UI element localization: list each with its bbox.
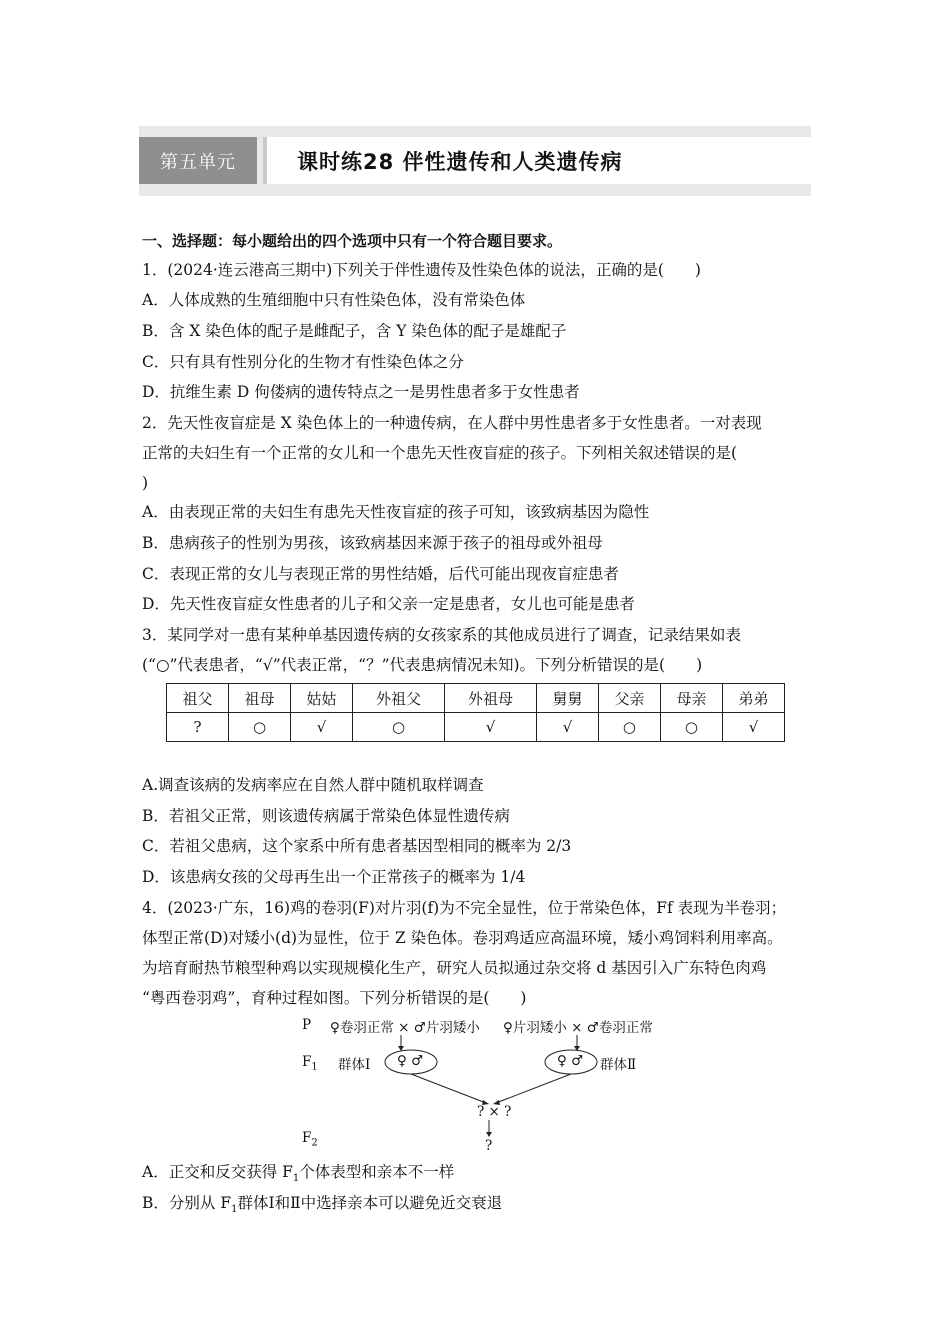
- group1-sexes: ♀ ♂: [397, 1053, 424, 1069]
- q3-option-d: D．该患病女孩的父母再生出一个正常孩子的概率为 1/4: [142, 868, 526, 886]
- table-header-cell: 姑姑: [291, 684, 353, 713]
- family-survey-table: [166, 683, 785, 742]
- table-header-cell: 父亲: [598, 684, 660, 713]
- q2-stem-line3: ): [142, 474, 149, 492]
- q3-option-b: B．若祖父正常，则该遗传病属于常染色体显性遗传病: [142, 807, 510, 825]
- q4-stem-line2: 体型正常(D)对矮小(d)为显性，位于 Z 染色体。卷羽鸡适应高温环境，矮小鸡饲料利用率高。: [142, 929, 783, 947]
- table-header-cell: 弟弟: [722, 684, 784, 713]
- q2-option-c: C．表现正常的女儿与表现正常的男性结婚，后代可能出现夜盲症患者: [142, 565, 619, 583]
- table-cell: √: [444, 713, 536, 742]
- f2-result: ?: [485, 1138, 493, 1154]
- f2-arrowhead: [486, 1132, 492, 1137]
- group2-sexes: ♀ ♂: [557, 1053, 584, 1069]
- table-cell: √: [536, 713, 598, 742]
- table-header-row: [167, 684, 785, 713]
- table-cell: ○: [229, 713, 291, 742]
- q2-stem-line2: 正常的夫妇生有一个正常的女儿和一个患先天性夜盲症的孩子。下列相关叙述错误的是(: [142, 444, 738, 462]
- table-header-cell: 外祖母: [444, 684, 536, 713]
- q1-stem: 1．(2024·连云港高三期中)下列关于伴性遗传及性染色体的说法，正确的是( ): [142, 261, 701, 279]
- table-cell: √: [722, 713, 784, 742]
- q2-option-a: A．由表现正常的夫妇生有患先天性夜盲症的孩子可知，该致病基因为隐性: [142, 503, 650, 521]
- q4-option-a: A．正交和反交获得 $F_1$个体表型和亲本不一样: [142, 1163, 455, 1185]
- table-header-cell: 母亲: [660, 684, 722, 713]
- f2-generation-label: $F_2$: [302, 1130, 318, 1149]
- q2-stem-line1: 2．先天性夜盲症是 X 染色体上的一种遗传病，在人群中男性患者多于女性患者。一对表现: [142, 414, 762, 432]
- q2-option-d: D．先天性夜盲症女性患者的儿子和父亲一定是患者，女儿也可能是患者: [142, 595, 635, 613]
- unit-banner: [139, 126, 811, 196]
- group2-label: 群体Ⅱ: [600, 1057, 637, 1073]
- table-cell: ○: [598, 713, 660, 742]
- breeding-diagram: [290, 1013, 660, 1158]
- group1-to-cross-line: [411, 1074, 486, 1103]
- table-cell: ?: [167, 713, 229, 742]
- table-header-cell: 外祖父: [353, 684, 445, 713]
- q1-option-d: D．抗维生素 D 佝偻病的遗传特点之一是男性患者多于女性患者: [142, 383, 580, 401]
- q3-option-a: A.调查该病的发病率应在自然人群中随机取样调查: [142, 776, 484, 794]
- unit-label: 第五单元: [139, 137, 257, 184]
- table-header-cell: 祖母: [229, 684, 291, 713]
- table-cell: ○: [660, 713, 722, 742]
- q4-option-b: B．分别从 $F_1$群体Ⅰ和Ⅱ中选择亲本可以避免近交衰退: [142, 1194, 503, 1216]
- q1-option-a: A．人体成熟的生殖细胞中只有性染色体，没有常染色体: [142, 291, 526, 309]
- section-heading: 一、选择题：每小题给出的四个选项中只有一个符合题目要求。: [142, 232, 563, 250]
- q4-stem-line4: “粤西卷羽鸡”，育种过程如图。下列分析错误的是( ): [142, 989, 527, 1007]
- f1-generation-label: $F_1$: [302, 1054, 318, 1073]
- cross-left: ♀卷羽正常 × ♂片羽矮小: [330, 1020, 480, 1036]
- q1-option-c: C．只有具有性别分化的生物才有性染色体之分: [142, 353, 464, 371]
- table-row: [167, 713, 785, 742]
- table-header-cell: 舅舅: [536, 684, 598, 713]
- group2-to-cross-line: [496, 1074, 571, 1103]
- q3-stem-line2: (“○”代表患者，“√”代表正常，“？”代表患病情况未知)。下列分析错误的是( ): [142, 656, 703, 674]
- group1-label: 群体Ⅰ: [338, 1057, 371, 1073]
- cross-right: ♀片羽矮小 × ♂卷羽正常: [503, 1020, 653, 1036]
- q3-option-c: C．若祖父患病，这个家系中所有患者基因型相同的概率为 2/3: [142, 837, 572, 855]
- q1-option-b: B．含 X 染色体的配子是雌配子，含 Y 染色体的配子是雄配子: [142, 322, 567, 340]
- f1-intercross: ? × ?: [477, 1104, 512, 1120]
- table-header-cell: 祖父: [167, 684, 229, 713]
- q3-stem-line1: 3．某同学对一患有某种单基因遗传病的女孩家系的其他成员进行了调查，记录结果如表: [142, 626, 741, 644]
- page-title: 课时练28 伴性遗传和人类遗传病: [267, 137, 811, 184]
- table-cell: ○: [353, 713, 445, 742]
- table-cell: √: [291, 713, 353, 742]
- q2-option-b: B．患病孩子的性别为男孩，该致病基因来源于孩子的祖母或外祖母: [142, 534, 603, 552]
- q4-stem-line3: 为培育耐热节粮型种鸡以实现规模化生产，研究人员拟通过杂交将 d 基因引入广东特色肉鸡: [142, 959, 767, 977]
- p-generation-label: P: [302, 1017, 312, 1033]
- q4-stem-line1: 4．(2023·广东，16)鸡的卷羽(F)对片羽(f)为不完全显性，位于常染色体，Ff 表现为半卷羽；: [142, 899, 787, 917]
